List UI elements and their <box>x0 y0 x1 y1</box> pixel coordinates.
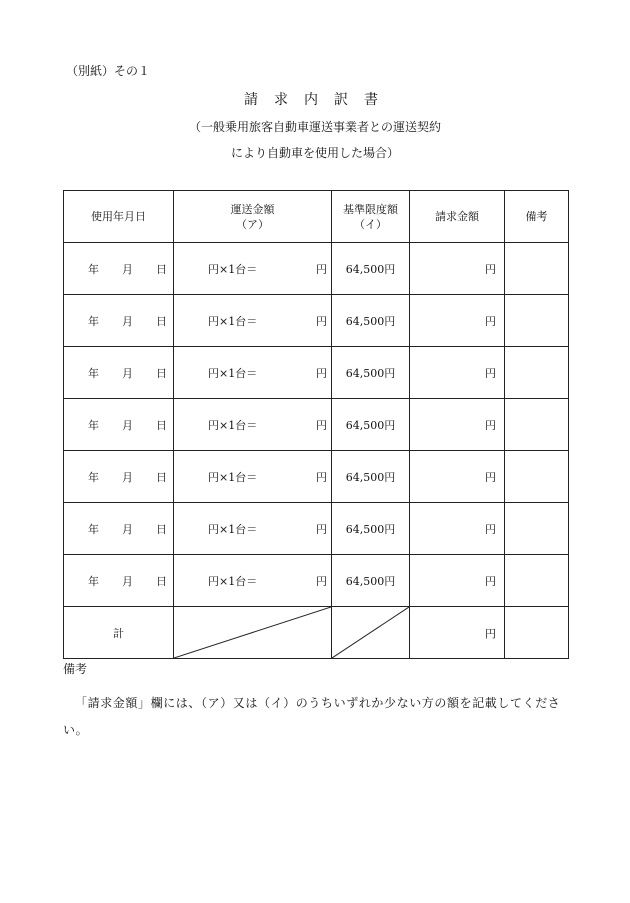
table-header-row <box>64 191 569 243</box>
claim-cell[interactable]: 円 <box>410 347 505 399</box>
date-cell[interactable]: 年 月 日 <box>64 503 174 555</box>
fare-cell[interactable]: 円×1台＝ 円 <box>174 399 332 451</box>
limit-cell: 64,500円 <box>332 295 410 347</box>
limit-cell: 64,500円 <box>332 451 410 503</box>
remarks-cell[interactable] <box>505 295 569 347</box>
date-cell[interactable]: 年 月 日 <box>64 555 174 607</box>
header-limit <box>332 191 410 243</box>
table-row <box>64 399 569 451</box>
fare-cell[interactable]: 円×1台＝ 円 <box>174 451 332 503</box>
subtitle-line-2: により自動車を使用した場合） <box>230 146 399 160</box>
header-limit-code: （イ） <box>354 217 387 231</box>
table-row <box>64 451 569 503</box>
limit-cell: 64,500円 <box>332 399 410 451</box>
claim-total-cell[interactable]: 円 <box>410 607 505 659</box>
date-cell[interactable]: 年 月 日 <box>64 347 174 399</box>
date-cell[interactable]: 年 月 日 <box>64 399 174 451</box>
remarks-cell[interactable] <box>505 347 569 399</box>
header-claim: 請求金額 <box>410 191 505 243</box>
header-fare <box>174 191 332 243</box>
header-remarks: 備考 <box>505 191 569 243</box>
claim-breakdown-table <box>63 190 569 659</box>
table-row <box>64 347 569 399</box>
limit-cell: 64,500円 <box>332 555 410 607</box>
remarks-cell[interactable] <box>505 243 569 295</box>
notes-text: 「請求金額」欄には、（ア）又は（イ）のうちいずれか少ない方の額を記載してください。 <box>63 696 561 737</box>
date-cell[interactable]: 年 月 日 <box>64 451 174 503</box>
page-title: 請求内訳書 <box>244 92 394 108</box>
table-row <box>64 295 569 347</box>
diagonal-strike <box>332 607 409 658</box>
total-label: 計 <box>64 607 174 659</box>
table-row <box>64 555 569 607</box>
limit-cell: 64,500円 <box>332 503 410 555</box>
notes-heading: 備考 <box>63 662 88 676</box>
date-cell[interactable]: 年 月 日 <box>64 295 174 347</box>
fare-cell[interactable]: 円×1台＝ 円 <box>174 347 332 399</box>
remarks-cell[interactable] <box>505 451 569 503</box>
remarks-cell[interactable] <box>505 399 569 451</box>
limit-cell: 64,500円 <box>332 347 410 399</box>
header-date: 使用年月日 <box>64 191 174 243</box>
claim-cell[interactable]: 円 <box>410 451 505 503</box>
header-limit-label: 基準限度額 <box>343 202 398 216</box>
subtitle-line-1: （一般乗用旅客自動車運送事業者との運送契約 <box>188 120 441 134</box>
limit-cell: 64,500円 <box>332 243 410 295</box>
claim-cell[interactable]: 円 <box>410 555 505 607</box>
header-fare-label: 運送金額 <box>230 202 275 216</box>
claim-cell[interactable]: 円 <box>410 243 505 295</box>
fare-cell[interactable]: 円×1台＝ 円 <box>174 555 332 607</box>
annex-label: （別紙）その１ <box>66 64 151 78</box>
header-fare-code: （ア） <box>236 217 269 231</box>
claim-cell[interactable]: 円 <box>410 503 505 555</box>
fare-cell[interactable]: 円×1台＝ 円 <box>174 243 332 295</box>
diagonal-strike <box>174 607 331 658</box>
table-row <box>64 243 569 295</box>
claim-cell[interactable]: 円 <box>410 399 505 451</box>
fare-total-crossed-cell <box>174 607 332 659</box>
date-cell[interactable]: 年 月 日 <box>64 243 174 295</box>
limit-total-crossed-cell <box>332 607 410 659</box>
fare-cell[interactable]: 円×1台＝ 円 <box>174 503 332 555</box>
remarks-total-cell[interactable] <box>505 607 569 659</box>
fare-cell[interactable]: 円×1台＝ 円 <box>174 295 332 347</box>
total-row <box>64 607 569 659</box>
table-row <box>64 503 569 555</box>
claim-cell[interactable]: 円 <box>410 295 505 347</box>
remarks-cell[interactable] <box>505 503 569 555</box>
remarks-cell[interactable] <box>505 555 569 607</box>
